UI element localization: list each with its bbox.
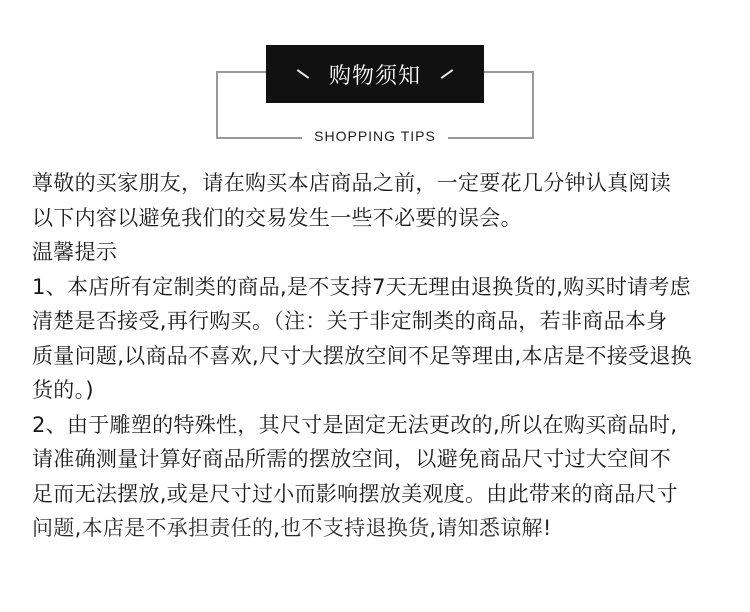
notice-line: 请准确测量计算好商品所需的摆放空间，以避免商品尺寸过大空间不 [32,447,671,471]
decorative-dash-left [297,69,310,79]
notice-line: 足而无法摆放,或是尺寸过小而影响摆放美观度。由此带来的商品尺寸 [32,481,678,506]
page-subtitle: SHOPPING TIPS [302,128,448,144]
notice-line: 质量问题,以商品不喜欢,尺寸大摆放空间不足等理由,本店是不接受退换 [32,343,692,368]
notice-line: 货的。) [32,378,94,402]
notice-body [32,166,732,546]
notice-line: 1、本店所有定制类的商品,是不支持7天无理由退换货的,购买时请考虑 [32,274,691,299]
decorative-dash-right [441,69,454,79]
notice-line: 清楚是否接受,再行购买。（注：关于非定制类的商品，若非商品本身 [32,309,668,333]
title-box [266,45,484,103]
notice-line: 尊敬的买家朋友，请在购买本店商品之前，一定要花几分钟认真阅读 [32,171,671,195]
notice-heading: 温馨提示 [32,240,118,264]
page-title: 购物须知 [328,63,421,89]
notice-line: 2、由于雕塑的特殊性，其尺寸是固定无法更改的,所以在购买商品时, [32,412,678,437]
notice-line: 问题,本店是不承担责任的,也不支持退换货,请知悉谅解! [32,516,552,540]
notice-line: 以下内容以避免我们的交易发生一些不必要的误会。 [32,205,522,230]
subtitle-wrap [0,128,750,144]
